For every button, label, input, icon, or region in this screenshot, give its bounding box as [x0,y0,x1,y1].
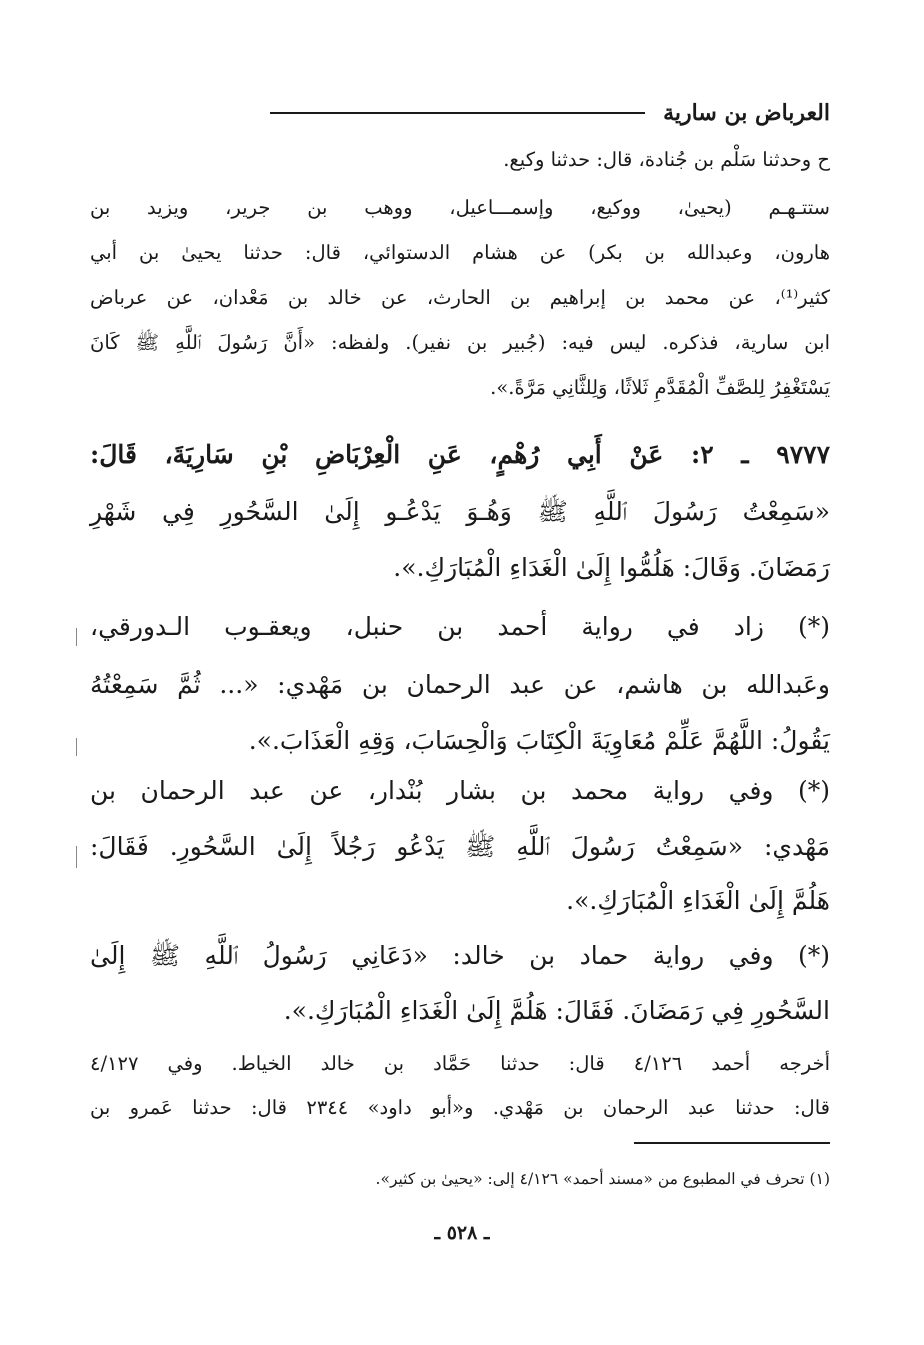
margin-mark [76,738,77,756]
text-line: ستتـهـم (يحيىٰ، ووكيع، وإسمـــاعيل، ووهب بن جرير، ويزيد بن [90,196,830,219]
text-line: كثير⁽¹⁾، عن محمد بن إبراهيم بن الحارث، عن خالد بن مَعْدان، عن عرباض [90,286,830,309]
text-line: مَهْدي: «سَمِعْتُ رَسُولَ ٱللَّهِ ﷺ يَدْعُو رَجُلاً إِلَىٰ السَّحُورِ. فَقَالَ: [90,832,830,861]
text-line: هَلُمَّ إِلَىٰ الْغَدَاءِ الْمُبَارَكِ.». [566,886,830,915]
text-line: ابن سارية، فذكره. ليس فيه: (جُبير بن نفير). ولفظه: «أَنَّ رَسُولَ ٱللَّهِ ﷺ كَانَ [90,331,830,354]
page-number: ـ ٥٢٨ ـ [434,1222,490,1244]
text-line: «سَمِعْتُ رَسُولَ ٱللَّهِ ﷺ وَهُـوَ يَدْعُـو إِلَىٰ السَّحُورِ فِي شَهْرِ [90,497,830,526]
text-line: يَسْتَغْفِرُ لِلصَّفِّ الْمُقَدَّمِ ثَلاثًا، وَلِلثَّانِي مَرَّةً.». [490,376,830,399]
text-line: هارون، وعبدالله بن بكر) عن هشام الدستوائي، قال: حدثنا يحيىٰ بن أبي [90,241,830,264]
text-line: يَقُولُ: اللَّهُمَّ عَلِّمْ مُعَاوِيَةَ الْكِتَابَ وَالْحِسَابَ، وَقِهِ الْعَذَابَ.». [248,726,830,755]
text-line: (*) وفي رواية محمد بن بشار بُنْدار، عن عبد الرحمان بن [90,776,830,805]
text-line: ح وحدثنا سَلْم بن جُنادة، قال: حدثنا وكيع. [503,148,830,171]
header-title: العرباض بن سارية [663,100,830,126]
text-line: السَّحُورِ فِي رَمَضَانَ. فَقَالَ: هَلُمَّ إِلَىٰ الْغَدَاءِ الْمُبَارَكِ.». [283,996,830,1025]
text-line: وعَبدالله بن هاشم، عن عبد الرحمان بن مَهْدي: «... ثُمَّ سَمِعْتُهُ [90,670,830,699]
text-line: قال: حدثنا عبد الرحمان بن مَهْدي. و«أبو داود» ٢٣٤٤ قال: حدثنا عَمرو بن [90,1096,830,1119]
header-rule [270,112,645,114]
footnote-separator [634,1142,830,1144]
text-line: رَمَضَانَ. وَقَالَ: هَلُمُّوا إِلَىٰ الْغَدَاءِ الْمُبَارَكِ.». [393,553,830,582]
text-line: أخرجه أحمد ٤/١٢٦ قال: حدثنا حَمَّاد بن خالد الخياط. وفي ٤/١٢٧ [90,1052,830,1075]
text-line: ٩٧٧٧ ـ ٢: عَنْ أَبِي رُهْمٍ، عَنِ الْعِرْبَاضِ بْنِ سَارِيَةَ، قَالَ: [90,440,830,469]
text-line: (*) وفي رواية حماد بن خالد: «دَعَانِي رَسُولُ ٱللَّهِ ﷺ إِلَىٰ [90,941,830,970]
margin-mark [76,846,77,868]
footnote: (١) تحرف في المطبوع من «مسند أحمد» ٤/١٢٦ إلى: «يحيىٰ بن كثير». [375,1170,830,1188]
margin-mark [76,628,77,646]
text-line: (*) زاد في رواية أحمد بن حنبل، ويعقـوب الـدورقي، [90,612,830,641]
running-header [270,96,830,130]
